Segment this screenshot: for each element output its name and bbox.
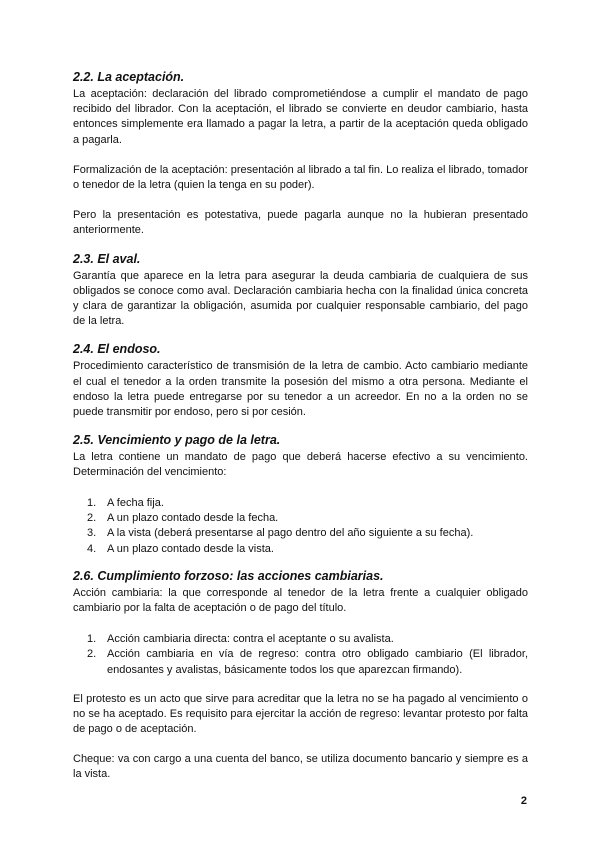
list-item: 2. Acción cambiaria en vía de regreso: contra otro obligado cambiario (El librador, endosantes y avalistas, básicamente todos los que aparezcan firmando). xyxy=(87,648,528,676)
section-aceptacion xyxy=(73,70,528,239)
paragraph: Pero la presentación es potestativa, puede pagarla aunque no la hubieran presentado anteriormente. xyxy=(73,209,528,237)
page-number: 2 xyxy=(520,795,527,807)
paragraph: Acción cambiaria: la que corresponde al tenedor de la letra frente a cualquier obligado cambiario por la falta de aceptación o de pago del título. xyxy=(73,587,528,615)
paragraph: Formalización de la aceptación: presentación al librado a tal fin. Lo realiza el librado, tomador o tenedor de la letra (quien la tenga en su poder). xyxy=(73,163,528,192)
paragraph: El protesto es un acto que sirve para acreditar que la letra no se ha pagado al vencimiento o no se ha aceptado. Es requisito para ejercitar la acción de regreso: levantar protesto por falta de pago o de aceptación. xyxy=(73,692,528,736)
section-heading: 2.6. Cumplimiento forzoso: las acciones cambiarias. xyxy=(73,569,384,584)
section-vencimiento xyxy=(73,433,528,557)
numbered-list xyxy=(73,632,528,678)
paragraph: La letra contiene un mandato de pago que deberá hacerse efectivo a su vencimiento. Determinación del vencimiento: xyxy=(73,451,528,479)
paragraph: Garantía que aparece en la letra para asegurar la deuda cambiaria de cualquiera de sus obligados se conoce como aval. Declaración cambiaria hecha con la finalidad única concreta y clara de garantizar la obligación, asumida por cualquier responsable cambiario, del pago de la letra. xyxy=(73,269,528,328)
paragraph: Procedimiento característico de transmisión de la letra de cambio. Acto cambiario mediante el cual el tenedor a la orden transmite la posesión del mismo a otra persona. Mediante el endoso la letra puede entregarse por su tenedor a un acreedor. En no a la orden no se puede transmitir por endoso, pero si por cesión. xyxy=(73,360,528,419)
paragraph: La aceptación: declaración del librado comprometiéndose a cumplir el mandato de pago recibido del librador. Con la aceptación, el librado se convierte en deudor cambiario, hasta entonces simplemente era llamado a pagar la letra, a partir de la aceptación queda obligado a pagarla. xyxy=(73,88,528,146)
list-item: 1. A fecha fija. xyxy=(87,496,164,509)
list-item: 2. A un plazo contado desde la fecha. xyxy=(87,512,279,525)
section-heading: 2.5. Vencimiento y pago de la letra. xyxy=(73,433,281,448)
paragraph: Cheque: va con cargo a una cuenta del banco, se utiliza documento bancario y siempre es a la vista. xyxy=(73,752,528,780)
section-endoso xyxy=(73,342,528,420)
numbered-list xyxy=(73,496,528,558)
list-item: 4. A un plazo contado desde la vista. xyxy=(87,542,274,555)
list-item: 1. Acción cambiaria directa: contra el aceptante o su avalista. xyxy=(87,632,394,645)
section-aval xyxy=(73,252,528,330)
section-heading: 2.4. El endoso. xyxy=(73,342,161,357)
section-heading: 2.2. La aceptación. xyxy=(73,70,185,84)
list-item: 3. A la vista (deberá presentarse al pago dentro del año siguiente a su fecha). xyxy=(87,527,474,540)
section-cumplimiento xyxy=(73,569,528,782)
section-heading: 2.3. El aval. xyxy=(73,251,141,266)
